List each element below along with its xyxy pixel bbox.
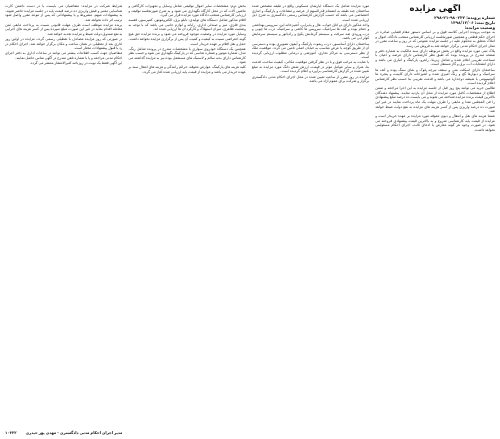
notice-paragraph: برنده مزایده موظف است ظرف مهلت قانونی نسبت به پرداخت مابقی ثمن معامله اقدام نماید در غیر این صورت مبلغ سپرده پس از کسر هزینه های اجرایی به نفع صندوق دولت ضبط و مزایده تجدید خواهد شد.	[5, 22, 123, 36]
notice-paragraph: بخش دوم: مشخصات سایر اموال توقیفی شامل وسایل و تجهیزات کارگاهی و ماشین آلات که در محل کارگاه نگهداری می شود و به شرح صورتجلسه توقیف و ارزیابی کارشناس منتخب دادگاه مورد مزایده قرار می گیرد.	[128, 4, 246, 18]
notice-paragraph: مورد مزایده شامل یک دستگاه آپارتمان مسکونی واقع در طبقه مشخص شده ساختمان چند طبقه به انضمام قدرالسهم از عرصه و مشاعات و پارکینگ و انباری اختصاصی می باشد که حسب گزارش کارشناس رسمی دادگستری به شرح ذیل ارزیابی شده است.	[251, 4, 370, 22]
column-3-body	[128, 4, 245, 75]
column-4-body	[5, 4, 122, 65]
notice-paragraph: اقلام مذکور شامل دستگاه های تولیدی، تابلو برق، الکتروموتور، کمپرسور، قفسه بندی فلزی، میز و صندلی اداری، رایانه و لوازم جانبی می باشد که با توجه به وضعیت ظاهری، میزان استهلاک و کارکرد آن ها ارزیابی شده اند.	[128, 18, 246, 32]
notice-paragraph: همچنین یک دستگاه خودروی سواری با مشخصات مندرج در پرونده شامل رنگ، مدل، شماره موتور و شماره شاسی که در پارکینگ نگهداری می شود و حسب نظر کارشناس دارای بدنه سالم و لاستیک های مستعمل بوده نیز به مزایده گذاشته می شود.	[128, 46, 246, 65]
signature-line	[5, 430, 122, 435]
notice-paragraph: به موجب پرونده اجرایی کلاسه فوق و بر اساس دستور مقام قضایی صادره در اجرای حکم قطعی و همچنین صورتجلسه ارزیابی کارشناس منتخب دادگاه، اموال و املاک متعلق به محکوم علیه در جلسه مزایده عمومی که در روز و ساعت مقرر در محل اجرای احکام مدنی برگزار خواهد شد به فروش می رسد.	[375, 30, 495, 48]
column-2	[252, 4, 369, 435]
date-label: تاریخ ثبت:	[474, 20, 495, 25]
notice-paragraph: واحد مذکور دارای دو اتاق خواب، هال و پذیرایی، آشپزخانه اپن، سرویس بهداشتی و حمام بوده و کف ها سرامیک، سرویس ها کاشی و سرامیک، درب ها چوبی و درب ورودی ضد سرقت و سیستم گرمایش پکیج و رادیاتور و سیستم سرمایش کولر آبی می باشد.	[251, 22, 370, 41]
notice-paragraph: با عنایت به مراتب فوق و با در نظر گرفتن موقعیت مکانی، کیفیت ساخت، قدمت بنا، متراژ و سایر عوامل موثر در قیمت، ارزش شش دانگ مورد مزایده به مبلغ تعیین شده در گزارش کارشناسی برآورد و اعلام گردیده است.	[251, 60, 370, 74]
date-value: ۱۳۹۸/۱۲/۰۶	[450, 20, 474, 25]
signer-name: مدیر اجرای احکام مدنی دادگستری - مهدی پور حیدری	[25, 430, 123, 435]
notice-paragraph: ساختمان دارای آسانسور، درب ریموت پارکینگ و آیفون تصویری بوده و دسترسی آن از طریق کوچه با عرض مناسب به خیابان اصلی تامین می گردد. موقعیت ملک از نظر دسترسی به مراکز تجاری، آموزشی و درمانی مطلوب ارزیابی گردیده است.	[251, 41, 370, 60]
notice-paragraph: متقاضیان جهت کسب اطلاعات بیشتر می توانند در ساعات اداری به دفتر اجرای احکام مدنی مراجعه و یا با شماره تلفن مندرج در آگهی تماس حاصل نمایند.	[5, 51, 123, 60]
file-number-label: شماره پرونده:	[466, 15, 495, 20]
notice-paragraph: این آگهی فقط یک نوبت در روزنامه کثیرالانتشار منتشر می گردد.	[29, 60, 123, 65]
column-2-body	[252, 4, 369, 84]
notice-paragraph: طالبین خرید می توانند پنج روز قبل از جلسه مزایده به این اجرا مراجعه و ضمن اطلاع از مشخصات کامل مورد مزایده از محل آن بازدید نمایند. پیشنهاد دهندگان بالاترین قیمت برنده مزایده شناخته می شوند و می بایست ده درصد مبلغ پیشنهادی را فی المجلس نقدا و مابقی را ظرف مهلت یک ماه پرداخت نمایند در غیر این صورت ده درصد واریزی پس از کسر هزینه های مزایده به نفع دولت ضبط خواهد شد.	[375, 86, 495, 114]
notice-paragraph: مزایده در روز مقرر از ساعت تعیین شده در محل اجرای احکام مدنی دادگستری برگزار و شرکت برای عموم آزاد می باشد.	[251, 74, 370, 84]
notice-paragraph: در صورتی که روز مزایده مصادف با تعطیلی رسمی گردد، مزایده در اولین روز اداری بعد از تعطیلی در همان ساعت و مکان برگزار خواهد شد. اجرای احکام در رد یا قبول پیشنهادات مختار است.	[5, 37, 123, 51]
notice-code: ۱۰۳۲۲	[5, 430, 17, 435]
notice-paragraph: پلاک ثبتی مورد مزایده واقع در بخش مربوطه دارای سند مالکیت به شماره دفتر و صفحه مندرج در پرونده بوده که طبق نظر کارشناس دارای عرصه و اعیان با مساحت تقریبی اعلام شده و شامل زیربنا، راهرو، پارکینگ و انباری می باشد و دارای انشعابات آب، برق و گاز مستقل است.	[375, 48, 495, 67]
notice-title: آگهی مزایده	[409, 4, 461, 14]
notice-paragraph: شرایط شرکت در مزایده: متقاضیان می بایست با در دست داشتن کارت شناسایی معتبر و فیش واریزی ده درصد قیمت پایه در جلسه مزایده حاضر شوند. به پیشنهادات مبهم، مشروط و یا پیشنهاداتی که پس از موعد مقرر واصل شود ترتیب اثر داده نخواهد شد.	[5, 4, 123, 22]
notice-paragraph: ضمنا هزینه های نقل و انتقال و دیون معوقه مورد مزایده بر عهده خریدار است و مزایده از قیمت پایه کارشناسی شروع و به بالاترین قیمت پیشنهادی فروخته می شود. در صورت وجود هر گونه معارض یا ادعای ثالث، اجرای احکام مسئولیتی نخواهد داشت.	[375, 114, 495, 132]
column-1-body	[375, 30, 495, 132]
notice-paragraph: وسایل مورد مزایده در وضعیت موجود فروخته می شود و برنده مزایده حق هیچ گونه اعتراضی نسبت به کیفیت و کمیت آن پس از برگزاری مزایده نخواهد داشت. حمل و نقل اقلام بر عهده خریدار است.	[128, 32, 246, 46]
notice-paragraph: ساختمان دارای اسکلت بتنی و سقف تیرچه بلوک و نمای سنگ بوده و کف ها سرامیک و دیوارها گچ و رنگ آمیزی شده و آشپزخانه دارای کابینت و پنجره ها آلومینیومی با شیشه دوجداره می باشد و قدمت تقریبی بنا حسب نظر کارشناس اعلام گردیده است.	[375, 67, 495, 86]
column-1	[375, 4, 495, 435]
notice-paragraph: کلیه هزینه های پارکینگ، عوارض معوقه، جرائم رانندگی و هزینه های انتقال سند بر عهده خریدار می باشد و مزایده از قیمت پایه ارزیابی شده آغاز می گردد.	[128, 65, 246, 75]
notice-columns	[5, 4, 495, 435]
column-3	[128, 4, 245, 435]
file-number: ۹۸۰۲۴۲-۲۱-۲۹۸	[434, 15, 466, 20]
column-4	[5, 4, 122, 435]
status-label: وضعیت مزایده:	[464, 25, 495, 30]
